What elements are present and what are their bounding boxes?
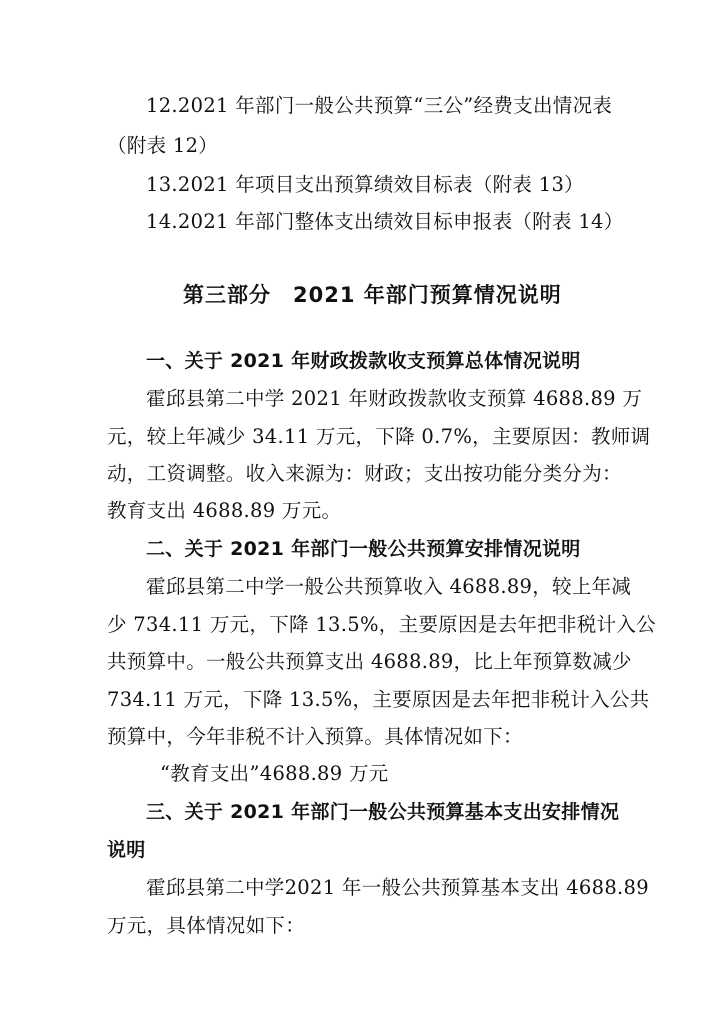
- attachment-item-13: 13.2021 年项目支出预算绩效目标表（附表 13）: [146, 173, 584, 196]
- section2-line: 霍邱县第二中学一般公共预算收入 4688.89，较上年减: [146, 575, 632, 598]
- attachment-item-14: 14.2021 年部门整体支出绩效目标申报表（附表 14）: [146, 210, 624, 233]
- section1-line: 动，工资调整。收入来源为：财政；支出按功能分类分为：: [107, 462, 622, 485]
- section2-heading: 二、关于 2021 年部门一般公共预算安排情况说明: [146, 538, 581, 560]
- part3-title: 第三部分 2021 年部门预算情况说明: [183, 283, 562, 307]
- section3-line: 霍邱县第二中学2021 年一般公共预算基本支出 4688.89: [146, 876, 649, 899]
- attachment-item-12-line1: 12.2021 年部门一般公共预算“三公”经费支出情况表: [146, 94, 613, 117]
- section1-line: 霍邱县第二中学 2021 年财政拨款收支预算 4688.89 万: [146, 387, 643, 410]
- section1-line: 教育支出 4688.89 万元。: [107, 499, 342, 522]
- section3-heading-continued: 说明: [107, 839, 146, 861]
- attachment-item-12-line2: （附表 12）: [107, 134, 219, 157]
- section3-heading: 三、关于 2021 年部门一般公共预算基本支出安排情况: [146, 801, 620, 823]
- section2-line: “教育支出”4688.89 万元: [160, 762, 389, 785]
- section1-heading: 一、关于 2021 年财政拨款收支预算总体情况说明: [146, 350, 581, 372]
- section2-line: 734.11 万元，下降 13.5%，主要原因是去年把非税计入公共: [107, 688, 650, 711]
- section2-line: 预算中，今年非税不计入预算。具体情况如下：: [107, 725, 523, 748]
- section2-line: 少 734.11 万元，下降 13.5%，主要原因是去年把非税计入公: [107, 613, 656, 636]
- section1-line: 元，较上年减少 34.11 万元，下降 0.7%，主要原因：教师调: [107, 425, 651, 448]
- section3-line: 万元，具体情况如下：: [107, 914, 306, 937]
- section2-line: 共预算中。一般公共预算支出 4688.89，比上年预算数减少: [107, 650, 632, 673]
